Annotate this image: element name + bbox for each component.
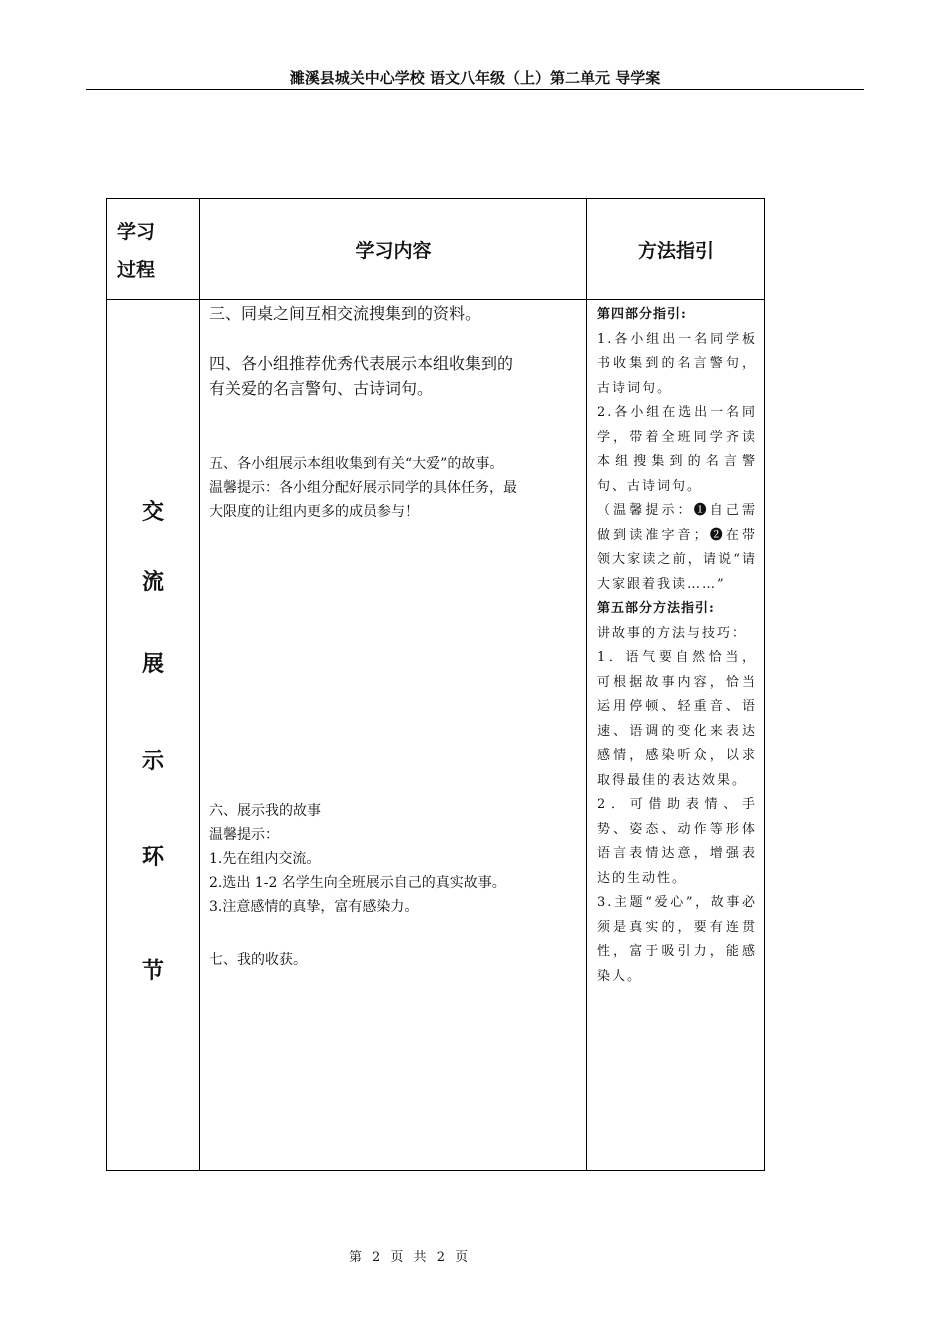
content-item5: 五、各小组展示本组收集到有关“大爱”的故事。 温馨提示：各小组分配好展示同学的具体任务，最 大限度的让组内更多的成员参与！: [209, 456, 517, 520]
page-header: 濉溪县城关中心学校 语文八年级（上）第二单元 导学案: [86, 68, 864, 90]
content-item4: 四、各小组推荐优秀代表展示本组收集到的 有关爱的名言警句、古诗词句。: [209, 354, 514, 398]
content-item7: 七、我的收获。: [209, 952, 307, 968]
header-process-line1: 学习: [117, 221, 156, 243]
header-process: [117, 213, 155, 289]
header-content: 学习内容: [355, 240, 432, 262]
stage-char: 节: [141, 959, 164, 984]
stage-char: 示: [141, 749, 164, 774]
method-guide: 第四部分指引: 1.各小组出一名同学板书收集到的名言警句，古诗词句。 2.各小组在选出一名同学，带着全班同学齐读本组搜集到的名言警句、古诗词句。 （温馨提示：❶自己需做到读准字音；❷在带领大家读之前，请说“请大家跟着我读……” 第五部分方法指引: 讲故事的方法与技巧： 1．语气要自然恰当，可根据故事内容，恰当运用停顿、轻重音、语速、语调的变化来表达感情，感染听众，以求取得最佳的表达效果。 2．可借助表情、手势、姿态、动作等形体语言表情达意，增强表达的生动性。 3.主题“爱心”，故事必须是真实的，要有连贯性，富于吸引力，能感染人。: [597, 307, 757, 984]
content-item6: 六、展示我的故事 温馨提示： 1.先在组内交流。 2.选出 1-2 名学生向全班展示自己的真实故事。 3.注意感情的真挚，富有感染力。: [209, 803, 506, 915]
stage-char: 环: [141, 845, 164, 870]
stage-char: 交: [141, 500, 164, 525]
header-row-divider: [107, 299, 764, 300]
column-divider: [199, 199, 200, 1170]
column-divider: [586, 199, 587, 1170]
header-method: 方法指引: [637, 240, 714, 262]
stage-char: 流: [141, 570, 164, 595]
content-item3: 三、同桌之间互相交流搜集到的资料。: [209, 304, 482, 323]
header-process-line2: 过程: [117, 259, 156, 281]
study-table: [106, 198, 765, 1171]
stage-char: 展: [141, 652, 164, 677]
page-footer: 第 2 页 共 2 页: [348, 1250, 472, 1265]
